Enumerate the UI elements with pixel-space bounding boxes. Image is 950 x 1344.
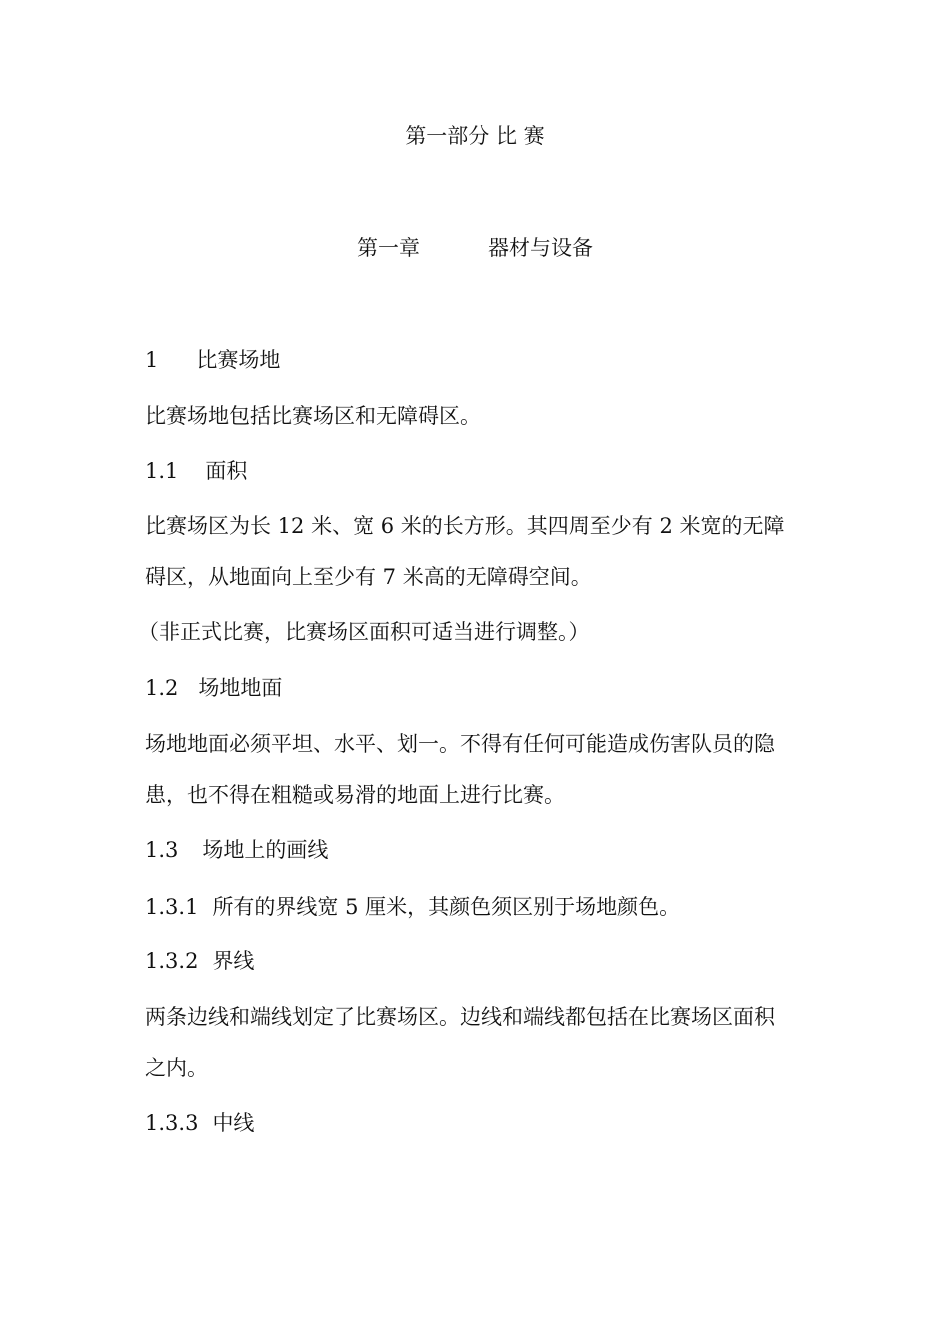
section-heading-1-3-2 [145,947,254,975]
chapter-title: 器材与设备 [488,236,593,260]
paragraph-line: 比赛场区为长 12 米、宽 6 米的长方形。其四周至少有 2 米宽的无障 [145,514,785,538]
section-number: 1.3.2 [145,949,199,973]
section-number: 1.2 [145,676,179,700]
section-number: 1.1 [145,459,179,483]
part-title-text: 第一部分 比 赛 [405,124,545,148]
section-heading-1-2 [145,674,282,702]
section-heading-1-1 [145,457,247,485]
section-heading-1-3 [145,836,328,864]
section-title: 场地地面 [198,676,283,700]
paragraph-line: 碍区，从地面向上至少有 7 米高的无障碍空间。 [145,565,592,589]
section-title: 中线 [212,1111,255,1135]
section-title: 比赛场地 [196,348,281,372]
section-title: 场地上的画线 [202,838,329,862]
section-number: 1.3.3 [145,1111,199,1135]
chapter-number: 第一章 [357,236,420,260]
section-title: 面积 [205,459,248,483]
section-title: 界线 [212,949,255,973]
section-number: 1.3 [145,838,179,862]
paragraph-line: 之内。 [145,1056,208,1080]
section-heading-1-3-1 [145,893,680,921]
paragraph-line: 场地地面必须平坦、水平、划一。不得有任何可能造成伤害队员的隐 [145,732,775,756]
section-title: 所有的界线宽 5 厘米，其颜色须区别于场地颜色。 [212,895,681,919]
part-title [0,122,950,150]
paragraph: 比赛场地包括比赛场区和无障碍区。 [145,404,481,428]
chapter-heading [0,234,950,262]
paragraph-line: 两条边线和端线划定了比赛场区。边线和端线都包括在比赛场区面积 [145,1005,775,1029]
section-heading-1-3-3 [145,1109,254,1137]
section-number: 1.3.1 [145,895,199,919]
section-heading-1 [145,346,280,374]
paragraph-note: （非正式比赛，比赛场区面积可适当进行调整。） [138,620,590,644]
section-number: 1 [145,348,159,372]
paragraph-line: 患，也不得在粗糙或易滑的地面上进行比赛。 [145,783,565,807]
